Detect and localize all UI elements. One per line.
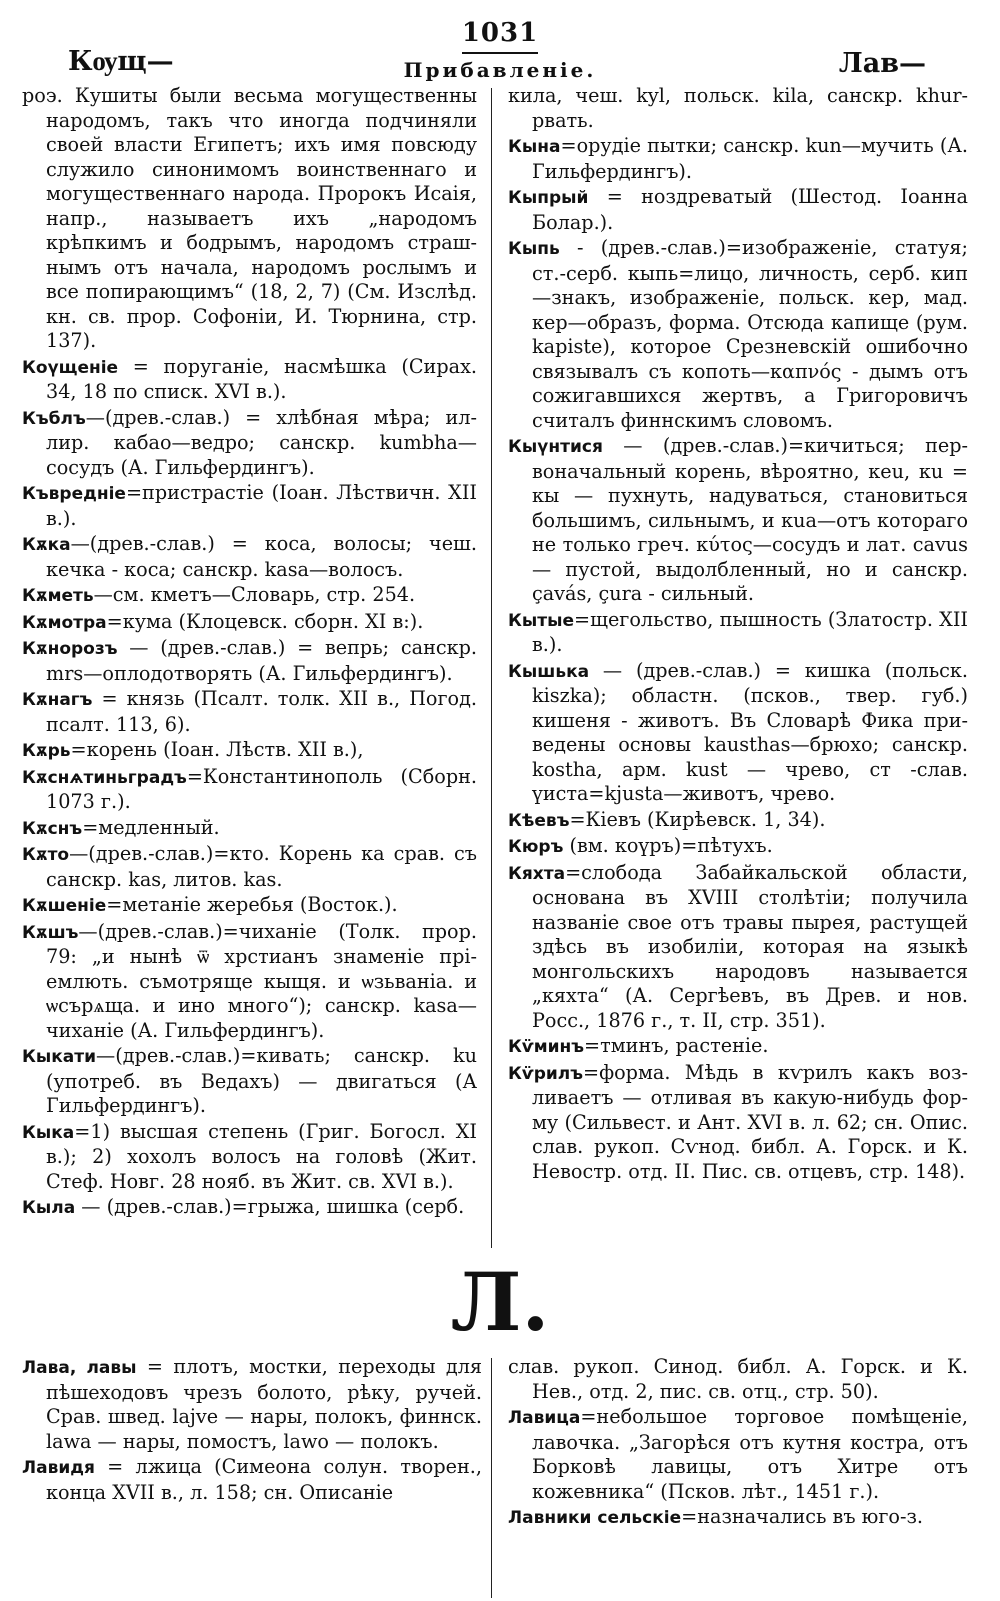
page-number-underline [462,52,538,54]
entry-definition: —(древ.-слав.)=кто. Корень ка срав. съ санскр. kas, литов. kas. [46,842,477,891]
dictionary-entry [22,816,477,842]
entry-definition: =корень (Іоан. Лѣств. XII в.), [70,738,364,761]
dictionary-entry [22,842,477,892]
entry-headword: Кюръ [508,837,564,857]
dictionary-entry [508,608,968,658]
entry-headword: Кяхта [508,863,566,884]
dictionary-entry [508,236,968,433]
dictionary-entry [22,406,477,481]
column-right-lower [508,1355,968,1532]
entry-definition: — (древ.-слав.) = кишка (польск. kiszka); областн. (псков., твер. губ.) кишеня - животъ. Въ Словарѣ Фика приведены основы kausthas—брюхо; санскр. kostha, арм. kust — чрево, ст -слав. үиста=kjusta—животъ, чрево. [532,658,968,805]
entry-headword: Кыпь [508,239,560,259]
entry-headword: Кѫнагъ [22,690,93,710]
entry-definition: =медленный. [82,815,220,839]
dictionary-entry [508,861,968,1034]
dictionary-entry [22,583,477,609]
dictionary-entry [508,808,968,834]
dictionary-entry [22,687,477,737]
section-letter: Л. [450,1255,550,1349]
entry-headword: Кытые [508,610,575,631]
entry-definition: =пристрастіе (Іоан. Лѣствичн. XII в.). [46,481,477,530]
entry-definition: (вм. коүръ)=пѣтухъ. [563,834,773,857]
entry-definition: =метаніе жеребья (Восток.). [106,893,398,916]
dictionary-entry [22,920,477,1044]
entry-definition: — (древ.-слав.)=грыжа, шишка (серб. [75,1195,465,1218]
entry-definition: =орудіе пытки; санскр. kun—мучить (А. Гильфердингъ). [532,134,968,183]
entry-definition: слав. рукоп. Синод. библ. А. Горск. и К. Нев., отд. 2, пис. св. отц., стр. 50). [508,1355,968,1403]
entry-definition: —см. кметъ—Словарь, стр. 254. [93,583,416,606]
entry-headword: Кѫснѧтиньградъ [22,767,187,788]
entry-headword: Кѫка [22,535,71,555]
dictionary-entry [22,1455,482,1505]
dictionary-entry [22,1195,477,1221]
dictionary-entry [508,1505,968,1531]
guide-word-right: Лав— [838,48,926,79]
column-divider-upper [491,88,493,1248]
entry-headword: Кыкати [22,1047,97,1067]
entry-headword: Кыка [22,1122,75,1143]
dictionary-entry [22,1355,482,1454]
column-right-upper [508,84,968,1185]
entry-definition: = плотъ, мостки, переходы для пѣшеходовъ чрезъ болото, рѣку, ручей. Срав. швед. lajve — нары, полокъ, финнск. lawa — нары, помостъ, lawo — полокъ. [46,1355,482,1453]
dictionary-entry [508,659,968,807]
entry-definition: —(древ.-слав.) = хлѣбная мѣра; иллир. кабао—ведро; санскр. kumbha—сосудъ (А. Гильфердингъ). [46,405,477,479]
dictionary-entry [22,532,477,582]
entry-definition: — (древ.-слав.)=кичиться; первоначальный корень, вѣроятно, кеu, кu = кы — пухнуть, надуваться, становиться большимъ, сильнымъ, и кuа—отъ котораго не только греч. κύτος—сосудъ и лат. cavus — пустой, выдолбленный, но и санскр. çavás, çura - сильный. [532,434,968,605]
column-left-upper [22,84,477,1222]
entry-headword: Кышька [508,661,590,682]
running-title: Прибавленіе. [403,58,597,82]
dictionary-entry [22,355,477,405]
dictionary-entry [22,610,477,636]
entry-headword: Кѫшъ [22,922,79,943]
entry-headword: Кѫмотра [22,612,107,633]
dictionary-entry [508,134,968,184]
entry-headword: Лавидя [22,1458,95,1478]
entry-headword: Кѫметь [22,586,94,606]
dictionary-entry [508,1405,968,1504]
dictionary-entry [22,636,477,686]
entry-definition: =щегольство, пышность (Златостр. XII в.). [532,607,968,656]
entry-headword: Кѫто [22,845,70,865]
entry-definition: =небольшое торговое помѣщеніе, лавочка. „Загорѣся отъ кутня костра, отъ Борковѣ лавицы, отъ Хитре отъ кожевника“ (Псков. лѣт., 1451 г.). [532,1405,968,1503]
entry-definition: =1) высшая степень (Григ. Богосл. XI в.); 2) хохолъ волосъ на головѣ (Жит. Стеф. Новг. 28 нояб. въ Жит. св. XVI в.). [46,1119,477,1193]
entry-headword: Кѫснъ [22,818,83,839]
entry-definition: =слобода Забайкальской области, основана въ XVIII столѣтіи; получила названіе свое отъ травы пырея, растущей здѣсь въ изобиліи, которая на языкѣ монгольскихъ народовъ называется „кяхта“ (А. Сергѣевъ, въ Древ. и нов. Росс., 1876 г., т. II, стр. 351). [532,860,968,1032]
entry-headword: Кѫшеніе [22,896,107,916]
dictionary-entry [22,738,477,764]
dictionary-entry [508,434,968,607]
entry-definition: = поруганіе, насмѣшка (Сирах. 34, 18 по списк. XVI в.). [46,354,477,403]
dictionary-entry [22,1044,477,1119]
page-header [0,18,1000,82]
dictionary-entry [508,1034,968,1060]
entry-definition: =Константинополь (Сборн. 1073 г.). [46,764,477,813]
entry-headword: Лавники сельскіе [508,1508,682,1528]
dictionary-entry [22,1120,477,1195]
column-divider-lower [491,1358,493,1598]
entry-definition: - (древ.-слав.)=изображеніе, статуя; ст.-серб. кыпь=лицо, личность, серб. кип—знакъ, изображеніе, польск. кер, мад. кер—образъ, форма. Отсюда капище (рум. kapiste), которое Срезневскій ошибочно связывалъ съ копоть—καπνός - дымъ отъ сожигавшихся жертвъ, а Григоровичъ считалъ финнскимъ словомъ. [532,236,968,432]
dictionary-entry [22,481,477,531]
column-left-lower [22,1355,482,1506]
dictionary-entry [508,84,968,133]
entry-headword: Кѫнорозъ [22,639,118,659]
entry-headword: Кѫрь [22,741,71,761]
entry-headword: Кыпрый [508,188,589,208]
page-number: 1031 [461,18,539,48]
entry-headword: Къблъ [22,408,86,429]
entry-definition: = ноздреватый (Шестод. Іоанна Болар.). [532,185,968,234]
entry-definition: —(древ.-слав.) = коса, волосы; чеш. кечка - коса; санскр. kasa—волосъ. [46,532,477,581]
entry-headword: Коүщеніе [22,357,119,378]
entry-headword: Кѣевъ [508,810,570,831]
entry-definition: кила, чеш. kyl, польск. kila, санскр. khur- рвать. [508,84,968,132]
dictionary-entry [22,765,477,815]
entry-headword: Кыла [22,1198,76,1218]
entry-definition: — (древ.-слав.) = вепрь; санскр. mrs—оплодотворять (А. Гильфердингъ). [46,636,477,685]
entry-headword: Кѵ̈минъ [508,1037,585,1057]
entry-headword: Кына [508,137,561,157]
entry-headword: Кыүнтися [508,437,603,457]
entry-definition: —(древ.-слав.)=чиханіе (Толк. прор. 79: „и нынѣ ѿ хрстианъ знаменіе пріемлють. съмотряще кыщя. и ѡзьваніа. и ѡсърѧща. и ино много“); санскр. kasa—чиханіе (А. Гильфердингъ). [46,919,477,1042]
entry-headword: Кѵ̈рилъ [508,1063,584,1084]
entry-definition: = князь (Псалт. толк. XII в., Погод. псалт. 113, 6). [46,687,477,736]
guide-word-left: Кѹщ— [68,46,174,77]
entry-headword: Къвредніе [22,484,126,504]
entry-definition: =форма. Мѣдь в кѵрилъ какъ возливаетъ — отливая въ какую-нибудь форму (Сильвест. и Ант. XVI в. л. 62; сн. Опис. слав. рукоп. Сѵнод. библ. А. Горск. и К. Невостр. отд. II. Пис. св. отцевъ, стр. 148). [532,1060,968,1183]
dictionary-entry [22,893,477,919]
dictionary-entry [508,834,968,860]
entry-definition: =Кіевъ (Кирѣевск. 1, 34). [569,807,826,831]
entry-definition: =кума (Клоцевск. сборн. XI в:). [106,609,424,633]
entry-headword: Лавица [508,1408,581,1428]
entry-definition: роэ. Кушиты были весьма могущественны народомъ, такъ что иногда подчиняли своей власти Египетъ; ихъ имя повсюду служило синонимомъ воинственнаго и могущественнаго народа. Пророкъ Исаія, напр., называетъ ихъ „народомъ крѣпкимъ и бодрымъ, народомъ страшнымъ отъ начала, народомъ рослымъ и все попирающимъ“ (18, 2, 7) (См. Изслѣд. кн. св. прор. Софоніи, И. Тюрнина, стр. 137). [22,84,477,352]
dictionary-entry [508,185,968,235]
entry-definition: —(древ.-слав.)=кивать; санскр. ku (употреб. въ Ведахъ) — двигаться (А Гильфердингъ). [46,1044,477,1117]
entry-definition: =назначались въ юго-з. [681,1505,924,1528]
entry-definition: =тминъ, растеніе. [584,1034,769,1057]
dictionary-entry [22,84,477,354]
dictionary-entry [508,1061,968,1185]
entry-definition: = лжица (Симеона солун. творен., конца XVII в., л. 158; сн. Описаніе [46,1455,482,1504]
dictionary-entry [508,1355,968,1404]
entry-headword: Лава, лавы [22,1358,137,1378]
